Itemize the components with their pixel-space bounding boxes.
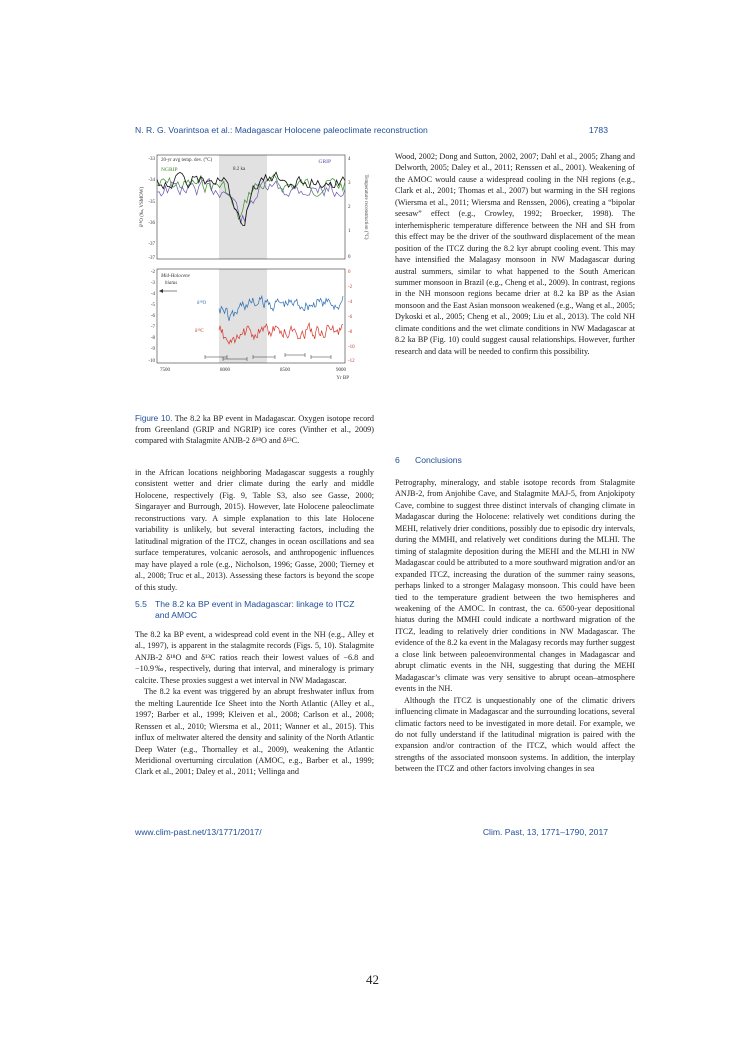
section-title-line-1: The 8.2 ka BP event in Madagascar: linkage to ITCZ: [155, 599, 355, 609]
event-band-bottom: [219, 269, 267, 363]
bottom-ytick: -8: [150, 336, 155, 341]
paragraph: The 8.2 ka BP event, a widespread cold event in the NH (e.g., Alley et al., 1997), is apparent in the stalagmite records (Figs. 5, 10). Stalagmite ANJB-2 δ¹⁸O and δ¹³C ratios reach their lowest values of −6.8 and −10.9‰, respectively, during that interval, and mineralogy is primary calcite. These proxies suggest a wet interval in NW Madagascar.: [135, 630, 374, 685]
hiatus-label-2: hiatus: [165, 281, 178, 286]
hiatus-arrow-head: [159, 289, 163, 293]
top-ytick: -33: [148, 157, 155, 162]
bottom-right-tick: -6: [348, 315, 353, 320]
paragraph: Petrography, mineralogy, and stable isotope records from Stalagmite ANJB-2, from Anjohibe Cave, and Stalagmite MAJ-5, from Anjokipoty Cave, combine to suggest three distinct intervals of changing climate in Madagascar during the Holocene: relatively wet conditions during the MEHI, relatively drier conditions, possibly due to episodic dry intervals, during the MMHI, and relatively wet conditions during the MLHI. The timing of stalagmite deposition during the MEHI and the MLHI in NW Madagascar could be attributed to a more southward migration and/or an expanded ITCZ, increasing the duration of the summer rainy seasons, perhaps linked to a stronger Malagasy monsoon. This could have been tied to the temperature gradient between the two hemispheres and weakening of the AMOC. In contrast, the ca. 6500-year depositional hiatus during the MMHI could indicate a northward migration of the ITCZ, leading to relatively drier conditions in NW Madagascar. The evidence of the 8.2 ka event in the Malagasy records may further suggest a close link between paleoenvironmental changes in Madagascar and abrupt climatic events in the NH, suggesting that during the MEHI Madagascar’s climate was very sensitive to abrupt ocean–atmosphere events in the NH.: [395, 478, 635, 694]
bottom-ytick: -9: [150, 347, 155, 352]
xtick: 9000: [336, 368, 346, 373]
top-right-tick: 2: [348, 205, 351, 210]
figure-10: [135, 151, 375, 401]
bottom-ytick: -5: [150, 303, 155, 308]
paragraph: in the African locations neighboring Madagascar suggests a roughly consistent wetter and drier climate during the early and middle Holocene, respectively (Fig. 9, Table S3, also see Gasse, 2000; Singarayer and Burrough, 2015). However, late Holocene paleoclimate reconstructions vary. A simple explanation to this late Holocene variability is unlikely, but several interacting factors, including the latitudinal migration of the ITCZ, changes in ocean oscillations and sea surface temperatures, volcanic aerosols, and anthropogenic influences may have played a role (e.g., Nicholson, 1996; Gasse, 2000; Tierney et al., 2008; Truc et al., 2013). Assessing these factors is beyond the scope of this study.: [135, 468, 374, 592]
running-header-title: N. R. G. Voarintsoa et al.: Madagascar Holocene paleoclimate reconstruction: [135, 125, 428, 135]
figure-caption: [135, 413, 374, 446]
xtick: 8500: [280, 368, 290, 373]
right-column-top: [395, 151, 635, 357]
section-number: 5.5: [135, 599, 147, 609]
bottom-ytick: -4: [150, 292, 155, 297]
top-left-label: 20-yr avg temp. dev. (°C): [161, 158, 213, 163]
bottom-right-tick: 0: [348, 270, 351, 275]
section-number: 6: [395, 455, 400, 465]
top-right-tick: 0: [348, 255, 351, 260]
footer-journal: Clim. Past, 13, 1771–1790, 2017: [482, 827, 608, 837]
section-title: Conclusions: [415, 455, 462, 465]
section-heading-6: [395, 455, 462, 466]
footer-url[interactable]: www.clim-past.net/13/1771/2017/: [135, 827, 262, 837]
bottom-right-tick: -8: [348, 330, 353, 335]
bottom-ytick: -6: [150, 314, 155, 319]
bottom-ytick: -3: [150, 281, 155, 286]
top-ytick: -34: [148, 178, 155, 183]
running-header-page: 1783: [588, 125, 608, 135]
top-right-ylabel: Temperature reconstruction (°C): [363, 174, 368, 240]
page-number: 42: [366, 972, 379, 987]
left-column: [135, 467, 374, 593]
xtick: 8000: [220, 368, 230, 373]
bottom-ytick: -10: [148, 359, 155, 364]
top-ytick: -35: [148, 200, 155, 205]
bottom-right-ticks: [348, 270, 355, 364]
right-column-bottom: [395, 477, 635, 775]
bottom-right-tick: -12: [348, 359, 355, 364]
figure-10-plot: [135, 151, 375, 401]
bottom-ytick: -7: [150, 325, 155, 330]
figure-caption-label: Figure 10.: [135, 414, 173, 423]
paragraph: Wood, 2002; Dong and Sutton, 2002, 2007; Dahl et al., 2005; Zhang and Delworth, 2005; Daley et al., 2011; Renssen et al., 2001). Weakening of the AMOC would cause a widespread cooling in the NH regions (e.g., Clark et al., 2001; Thomas et al., 2007) but warming in the SH regions (Wiersma et al., 2011; Wiersma and Renssen, 2006), creating a “bipolar seesaw” effect (e.g., Crowley, 1992; Broecker, 1998). The interhemispheric temperature difference between the NH and SH from this effect may be the driver of the southward displacement of the mean position of the ITCZ during the 8.2 kyr abrupt cooling event. This may have intensified the Malagasy monsoon in NW Madagascar during austral summers, similar to what happened to the South American summer monsoon in Brazil (e.g., Cheng et al., 2009). In contrast, regions in the NH monsoon regions became drier at 8.2 ka BP as the Asian monsoon and the East Asian monsoon weakened (e.g., Wang et al., 2005; Dykoski et al., 2005; Cheng et al., 2009; Liu et al., 2013). The cold NH climate conditions and the wet climate conditions in NW Madagascar at 8.2 ka BP (Fig. 10) could suggest causal relationships. However, further research and data will be needed to confirm this possibility.: [395, 152, 635, 356]
top-ylabel: δ¹⁸O (‰, VSMOW): [140, 186, 145, 228]
event-label: 8.2 ka: [233, 167, 246, 172]
paragraph: Although the ITCZ is unquestionably one of the climatic drivers influencing climate in Madagascar and the surrounding locations, several climatic factors need to be investigated in more detail. For example, we do not fully understand if the latitudinal migration is paired with the expansion and/or contraction of the ITCZ, which would affect the strengths of the associated monsoon systems. In addition, the interplay between the ITCZ and other factors involving changes in sea: [395, 695, 635, 774]
bottom-ytick: -2: [150, 270, 155, 275]
top-right-ticks: [348, 157, 351, 260]
top-ytick: -37: [148, 242, 155, 247]
hiatus-label-1: Mid-Holocene: [161, 274, 190, 279]
xtick: 7500: [160, 368, 170, 373]
grip-label: GRIP: [318, 159, 331, 165]
top-right-tick: 3: [348, 181, 351, 186]
top-right-tick: 4: [348, 157, 351, 162]
bottom-right-tick: -2: [348, 285, 353, 290]
figure-caption-text: The 8.2 ka BP event in Madagascar. Oxygen isotope record from Greenland (GRIP and NGRIP) ice cores (Vinther et al., 2009) compared with Stalagmite ANJB-2 δ¹⁸O and δ¹³C.: [135, 414, 374, 445]
left-column-lower: [135, 629, 374, 778]
section-title-line-2: and AMOC: [155, 610, 198, 620]
bottom-right-tick: -10: [348, 345, 355, 350]
top-ytick: -37: [148, 256, 155, 261]
bottom-right-tick: -4: [348, 300, 353, 305]
top-ytick: -36: [148, 221, 155, 226]
d18o-label: δ¹⁸O: [197, 301, 207, 306]
bottom-yticks: [148, 270, 155, 364]
d13c-label: δ¹³C: [195, 329, 204, 334]
top-yticks: [148, 157, 155, 261]
section-heading-5-5: [135, 599, 374, 621]
top-right-tick: 1: [348, 229, 351, 234]
ngrip-label: NGRIP: [161, 167, 178, 173]
xlabel: Yr BP: [336, 376, 349, 381]
paragraph: The 8.2 ka event was triggered by an abrupt freshwater influx from the melting Laurentide Ice Sheet into the North Atlantic (Alley et al., 1997; Barber et al., 1999; Kleiven et al., 2008; Carlson et al., 2008; Renssen et al., 2010; Wiersma et al., 2011; Wanner et al., 2015). This influx of meltwater altered the density and salinity of the North Atlantic Deep Water (e.g., Thornalley et al., 2009), weakening the Atlantic Meridional overturning circulation (AMOC, e.g., Barber et al., 1999; Clark et al., 2001; Daley et al., 2011; Vellinga and: [135, 687, 374, 777]
xticks: [160, 368, 347, 373]
